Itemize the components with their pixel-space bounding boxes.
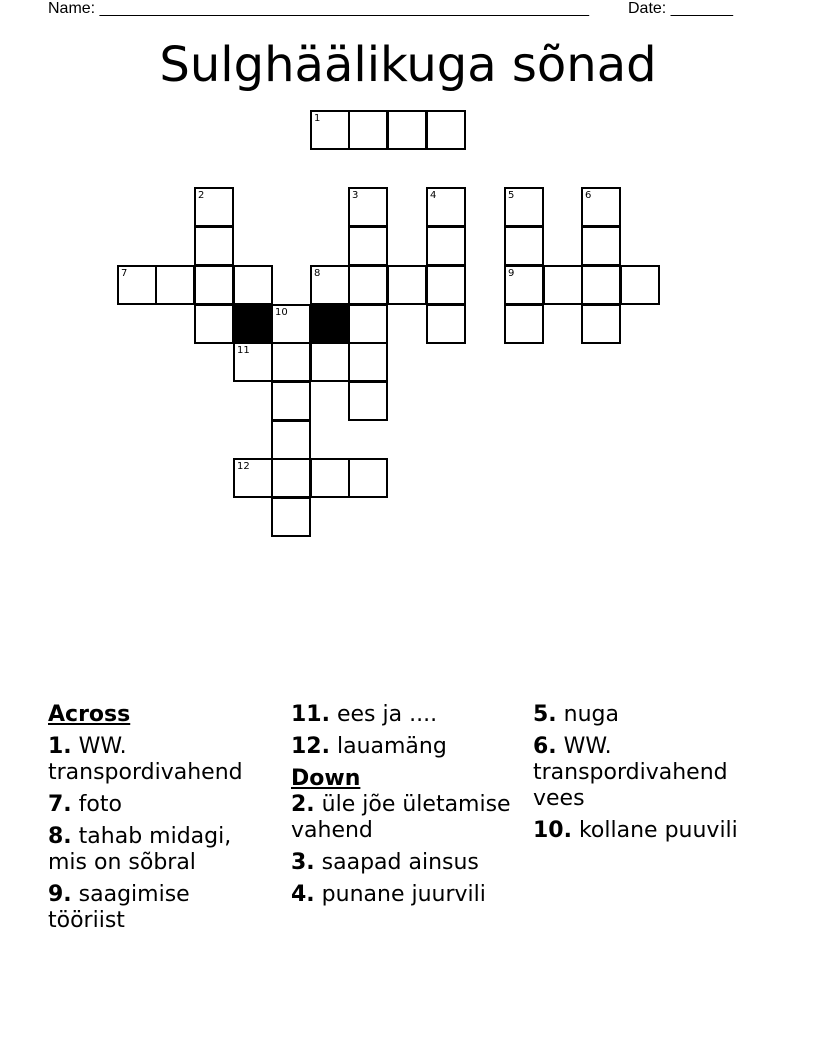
clue-number: 2 [198, 190, 205, 201]
clue-item [533, 734, 755, 812]
grid-cell[interactable] [348, 304, 388, 344]
clue-number: 6 [585, 190, 592, 201]
clue-text: nuga [556, 702, 619, 727]
grid-cell[interactable] [271, 497, 311, 537]
grid-cell[interactable] [426, 304, 466, 344]
clue-number: 3 [352, 190, 359, 201]
clue-num: 10. [533, 818, 572, 843]
grid-cell[interactable] [387, 110, 427, 150]
clue-text: WW. transpordivahend [48, 734, 243, 785]
clue-num: 3. [291, 850, 315, 875]
grid-cell[interactable] [504, 304, 544, 344]
clue-text: lauamäng [329, 734, 447, 759]
clue-num: 11. [291, 702, 330, 727]
clue-item [48, 734, 270, 786]
grid-cell[interactable] [581, 265, 621, 305]
clues-column [48, 702, 270, 940]
grid-cell[interactable] [233, 265, 273, 305]
black-cell [310, 304, 350, 344]
clue-item [533, 818, 755, 844]
clue-number: 8 [314, 268, 321, 279]
grid-cell[interactable] [271, 381, 311, 421]
grid-cell[interactable] [271, 304, 311, 344]
clue-text: WW. transpordivahend vees [533, 734, 728, 811]
grid-cell[interactable] [348, 187, 388, 227]
clue-text: kollane puuvili [571, 818, 738, 843]
grid-cell[interactable] [426, 265, 466, 305]
clues-column [291, 702, 513, 914]
clue-num: 8. [48, 824, 72, 849]
clue-item [291, 792, 513, 844]
grid-cell[interactable] [620, 265, 660, 305]
clue-item [291, 850, 513, 876]
clue-num: 6. [533, 734, 557, 759]
clue-item [291, 702, 513, 728]
grid-cell[interactable] [387, 265, 427, 305]
grid-cell[interactable] [310, 342, 350, 382]
grid-cell[interactable] [581, 304, 621, 344]
clue-num: 1. [48, 734, 72, 759]
clues-column [533, 702, 755, 850]
grid-cell[interactable] [310, 265, 350, 305]
grid-cell[interactable] [194, 187, 234, 227]
grid-cell[interactable] [117, 265, 157, 305]
clue-number: 11 [237, 345, 250, 356]
grid-cell[interactable] [543, 265, 583, 305]
grid-cell[interactable] [348, 226, 388, 266]
clue-item [533, 702, 755, 728]
black-cell [233, 304, 273, 344]
grid-cell[interactable] [504, 226, 544, 266]
clue-number: 7 [121, 268, 128, 279]
date-line: Date: _______ [628, 0, 733, 17]
grid-cell[interactable] [581, 187, 621, 227]
grid-cell[interactable] [155, 265, 195, 305]
clue-number: 5 [508, 190, 515, 201]
grid-cell[interactable] [348, 381, 388, 421]
grid-cell[interactable] [194, 226, 234, 266]
grid-cell[interactable] [194, 304, 234, 344]
grid-cell[interactable] [310, 110, 350, 150]
grid-cell[interactable] [194, 265, 234, 305]
clue-text: foto [71, 792, 122, 817]
clue-number: 12 [237, 461, 250, 472]
clue-num: 4. [291, 882, 315, 907]
clue-item [48, 792, 270, 818]
clue-number: 1 [314, 113, 321, 124]
clue-text: punane juurvili [314, 882, 486, 907]
across-heading: Across [48, 702, 131, 727]
grid-cell[interactable] [504, 187, 544, 227]
grid-cell[interactable] [504, 265, 544, 305]
clue-num: 2. [291, 792, 315, 817]
grid-cell[interactable] [233, 458, 273, 498]
grid-cell[interactable] [310, 458, 350, 498]
clue-number: 4 [430, 190, 437, 201]
grid-cell[interactable] [271, 458, 311, 498]
down-heading: Down [291, 766, 361, 791]
clue-item [291, 882, 513, 908]
grid-cell[interactable] [271, 342, 311, 382]
clue-num: 12. [291, 734, 330, 759]
clue-text: ees ja .... [329, 702, 438, 727]
grid-cell[interactable] [348, 342, 388, 382]
grid-cell[interactable] [426, 187, 466, 227]
clue-text: saagimise tööriist [48, 882, 190, 933]
clue-num: 7. [48, 792, 72, 817]
grid-cell[interactable] [271, 420, 311, 460]
clue-text: tahab midagi, mis on sõbral [48, 824, 232, 875]
grid-cell[interactable] [348, 110, 388, 150]
name-line: Name: _______________________________________________________ [48, 0, 589, 17]
grid-cell[interactable] [233, 342, 273, 382]
clue-text: üle jõe ületamise vahend [291, 792, 511, 843]
grid-cell[interactable] [581, 226, 621, 266]
clue-item [291, 734, 513, 760]
grid-cell[interactable] [426, 110, 466, 150]
clue-item [48, 882, 270, 934]
clue-num: 9. [48, 882, 72, 907]
grid-cell[interactable] [348, 458, 388, 498]
clue-num: 5. [533, 702, 557, 727]
grid-cell[interactable] [348, 265, 388, 305]
page-title: Sulghäälikuga sõnad [159, 37, 657, 93]
clue-item [48, 824, 270, 876]
grid-cell[interactable] [426, 226, 466, 266]
clue-text: saapad ainsus [314, 850, 479, 875]
clue-number: 9 [508, 268, 515, 279]
clue-number: 10 [275, 307, 288, 318]
